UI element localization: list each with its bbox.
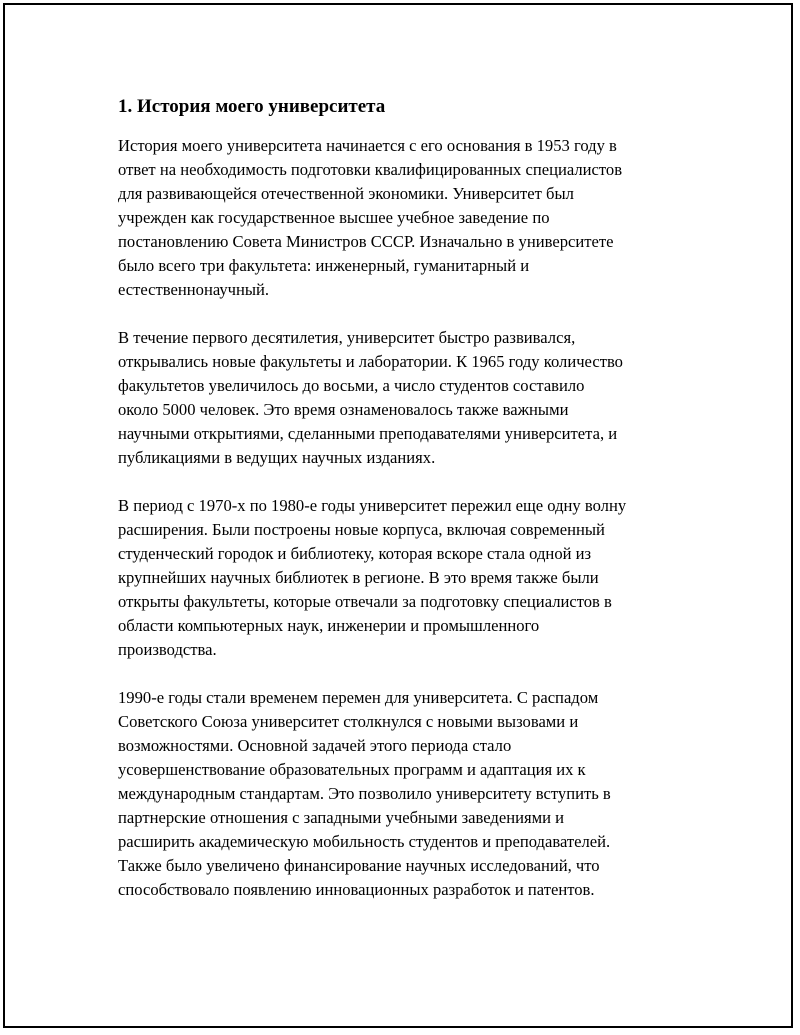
text-line: ответ на необходимость подготовки квалифицированных специалистов xyxy=(118,160,623,179)
text-line: усовершенствование образовательных программ и адаптация их к xyxy=(118,760,586,779)
text-line: крупнейших научных библиотек в регионе. В это время также были xyxy=(118,568,599,587)
paragraph-founding xyxy=(118,134,688,302)
paragraph-nineties xyxy=(118,686,688,902)
text-line: естественнонаучный. xyxy=(118,280,270,299)
text-line: возможностями. Основной задачей этого периода стало xyxy=(118,736,512,755)
text-line: было всего три факультета: инженерный, гуманитарный и xyxy=(118,256,530,275)
paragraph-first-decade xyxy=(118,326,688,470)
text-line: В течение первого десятилетия, университет быстро развивался, xyxy=(118,328,576,347)
text-line: 1990-е годы стали временем перемен для университета. С распадом xyxy=(118,688,599,707)
text-line: В период с 1970-х по 1980-е годы университет пережил еще одну волну xyxy=(118,496,627,515)
text-line: открыты факультеты, которые отвечали за подготовку специалистов в xyxy=(118,592,612,611)
text-line: для развивающейся отечественной экономики. Университет был xyxy=(118,184,574,203)
text-line: История моего университета начинается с его основания в 1953 году в xyxy=(118,136,617,155)
text-line: учрежден как государственное высшее учебное заведение по xyxy=(118,208,550,227)
text-line: Советского Союза университет столкнулся с новыми вызовами и xyxy=(118,712,579,731)
text-line: производства. xyxy=(118,640,217,659)
text-line: постановлению Совета Министров СССР. Изначально в университете xyxy=(118,232,614,251)
text-line: научными открытиями, сделанными преподавателями университета, и xyxy=(118,424,618,443)
section-heading: 1. История моего университета xyxy=(118,96,386,117)
document-body xyxy=(118,94,688,926)
text-line: студенческий городок и библиотеку, которая вскоре стала одной из xyxy=(118,544,592,563)
text-line: факультетов увеличилось до восьми, а число студентов составило xyxy=(118,376,585,395)
text-line: Также было увеличено финансирование научных исследований, что xyxy=(118,856,600,875)
text-line: способствовало появлению инновационных разработок и патентов. xyxy=(118,880,595,899)
text-line: расширить академическую мобильность студентов и преподавателей. xyxy=(118,832,611,851)
text-line: публикациями в ведущих научных изданиях. xyxy=(118,448,436,467)
paragraph-expansion xyxy=(118,494,688,662)
text-line: около 5000 человек. Это время ознаменовалось также важными xyxy=(118,400,569,419)
text-line: открывались новые факультеты и лаборатории. К 1965 году количество xyxy=(118,352,623,371)
text-line: расширения. Были построены новые корпуса, включая современный xyxy=(118,520,605,539)
text-line: области компьютерных наук, инженерии и промышленного xyxy=(118,616,540,635)
text-line: партнерские отношения с западными учебными заведениями и xyxy=(118,808,565,827)
text-line: международным стандартам. Это позволило университету вступить в xyxy=(118,784,611,803)
